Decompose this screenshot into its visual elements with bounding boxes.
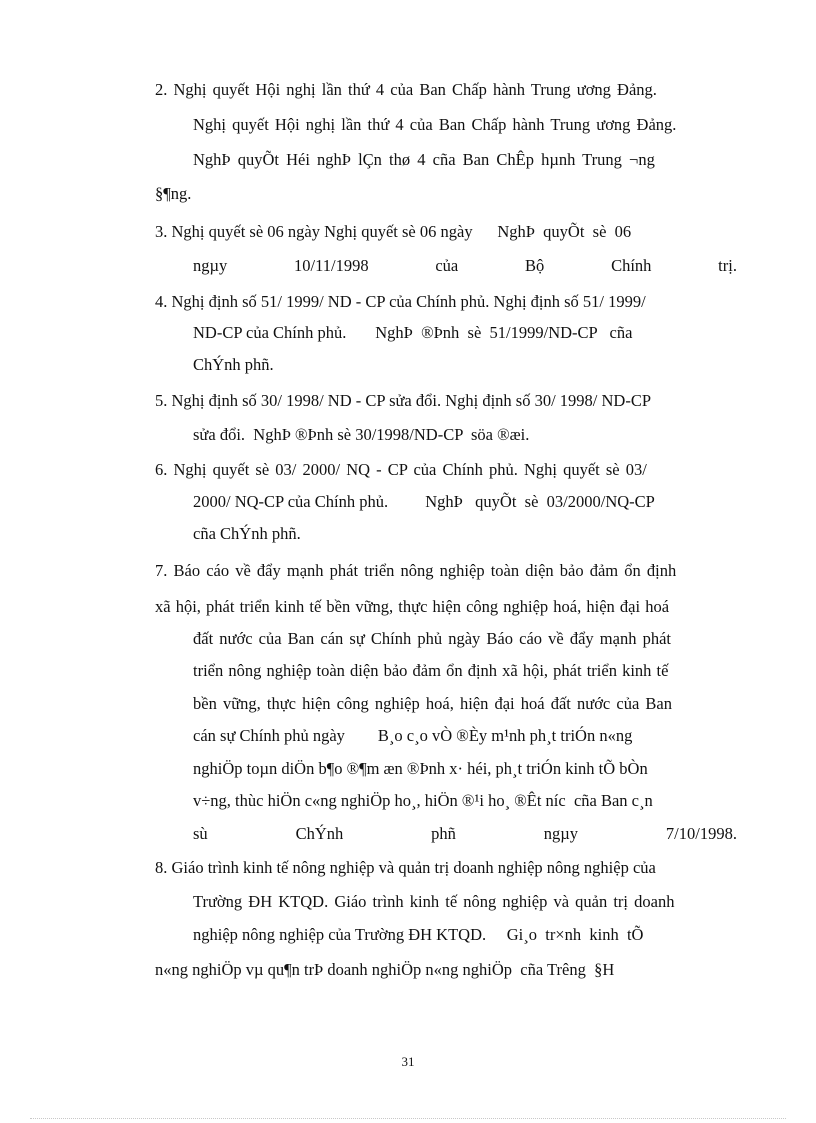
ref-7-line-1: 7. Báo cáo về đẩy mạnh phát triển nông nghiệp toàn diện bảo đảm ổn định [155,561,677,580]
ref-3-word: ngµy [193,256,228,275]
ref-3-word: Chính [611,256,652,275]
ref-7-line-9 [193,824,737,844]
ref-8-line-3: nghiệp nông nghiệp của Trường ĐH KTQD. Gi¸o tr×nh kinh tÕ [193,925,644,944]
ref-7-word: ChÝnh [295,824,344,843]
ref-8-line-1: 8. Giáo trình kinh tế nông nghiệp và quản trị doanh nghiệp nông nghiệp của [155,858,656,877]
ref-2-line-3: NghÞ quyÕt Héi nghÞ lÇn thø 4 cña Ban ChÊp hµnh Trung ¬ng [193,150,655,169]
ref-3-word: 10/11/1998 [294,256,369,275]
ref-7-line-2: xã hội, phát triển kinh tế bền vững, thực hiện công nghiệp hoá, hiện đại hoá [155,597,670,616]
ref-2-line-2: Nghị quyết Hội nghị lần thứ 4 của Ban Chấp hành Trung ương Đảng. [193,115,677,134]
page-bottom-divider [30,1118,786,1119]
ref-7-word: 7/10/1998. [665,824,737,843]
ref-3-line-1: 3. Nghị quyết sè 06 ngày Nghị quyết sè 06 ngày NghÞ quyÕt sè 06 [155,222,632,241]
ref-7-word: phñ [431,824,456,843]
ref-5-line-2: sửa đổi. NghÞ ®Þnh sè 30/1998/ND-CP söa ®æi. [193,425,530,444]
ref-8-line-2: Trường ĐH KTQD. Giáo trình kinh tế nông nghiệp và quản trị doanh [193,892,675,911]
ref-7-line-7: nghiÖp toµn diÖn b¶o ®¶m æn ®Þnh x· héi, ph¸t triÓn kinh tÕ bÒn [193,759,648,778]
ref-7-line-5: bền vững, thực hiện công nghiệp hoá, hiện đại hoá đất nước của Ban [193,694,672,713]
ref-6-line-1: 6. Nghị quyết sè 03/ 2000/ NQ - CP của Chính phủ. Nghị quyết sè 03/ [155,460,647,479]
ref-7-word: ngµy [543,824,579,843]
ref-2-line-4: §¶ng. [155,184,192,203]
ref-4-line-1: 4. Nghị định số 51/ 1999/ ND - CP của Chính phủ. Nghị định số 51/ 1999/ [155,292,646,311]
ref-8-line-4: n«ng nghiÖp vµ qu¶n trÞ doanh nghiÖp n«ng nghiÖp cña Trêng §H [155,960,615,979]
ref-6-line-3: cña ChÝnh phñ. [193,524,301,543]
ref-3-word: của [435,256,459,275]
ref-2-line-1: 2. Nghị quyết Hội nghị lần thứ 4 của Ban Chấp hành Trung ương Đảng. [155,80,657,99]
ref-5-line-1: 5. Nghị định số 30/ 1998/ ND - CP sửa đổi. Nghị định số 30/ 1998/ ND-CP [155,391,652,410]
ref-7-line-8: v÷ng, thùc hiÖn c«ng nghiÖp ho¸, hiÖn ®¹i ho¸ ®Êt níc cña Ban c¸n [193,791,653,810]
ref-3-line-2 [193,256,737,276]
ref-3-word: trị. [718,256,737,275]
ref-7-line-3: đất nước của Ban cán sự Chính phủ ngày Báo cáo về đẩy mạnh phát [193,629,671,648]
ref-7-line-6: cán sự Chính phủ ngày B¸o c¸o vÒ ®Èy m¹nh ph¸t triÓn n«ng [193,726,633,745]
ref-4-line-3: ChÝnh phñ. [193,355,274,374]
ref-4-line-2: ND-CP của Chính phủ. NghÞ ®Þnh sè 51/1999/ND-CP cña [193,323,633,342]
ref-3-word: Bộ [525,256,545,275]
ref-7-line-4: triển nông nghiệp toàn diện bảo đảm ổn định xã hội, phát triển kinh tế [193,661,669,680]
ref-7-word: sù [193,824,208,843]
ref-6-line-2: 2000/ NQ-CP của Chính phủ. NghÞ quyÕt sè 03/2000/NQ-CP [193,492,655,511]
page-number: 31 [401,1054,415,1069]
